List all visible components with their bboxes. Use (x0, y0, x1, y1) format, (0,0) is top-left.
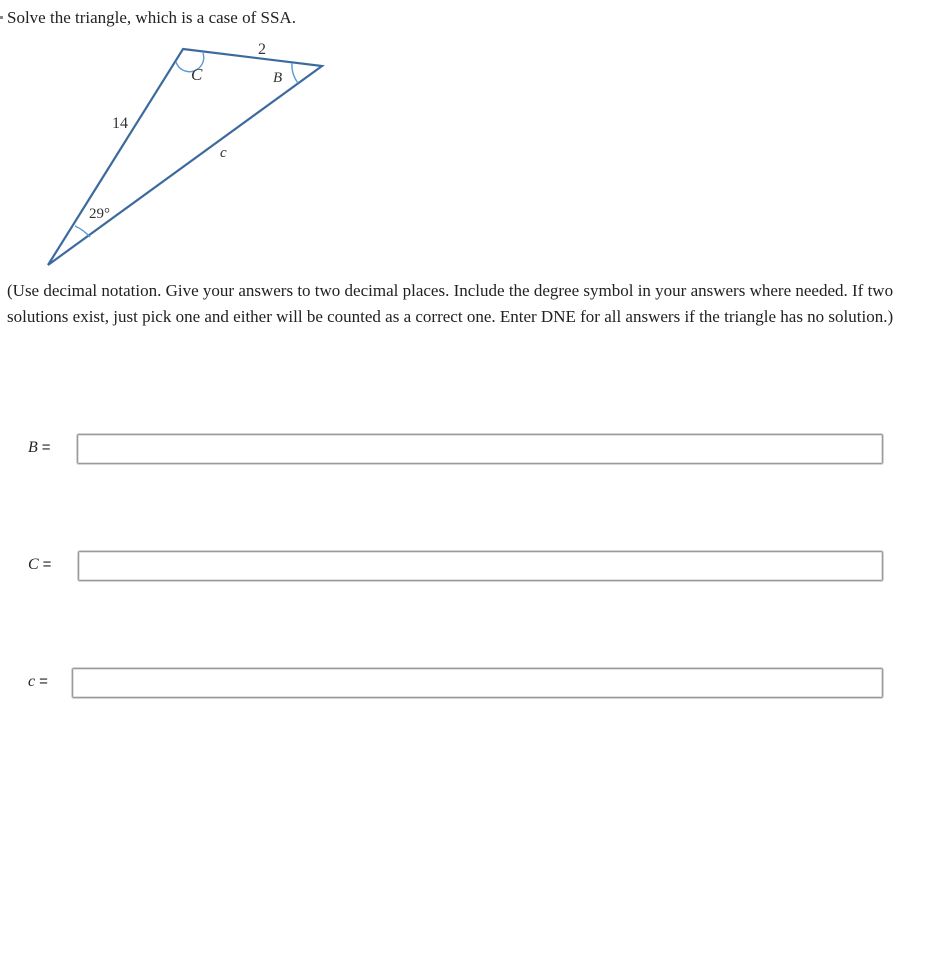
side-label-top: 2 (258, 41, 266, 58)
angle-label-29: 29° (89, 206, 110, 222)
side-c-input[interactable] (72, 668, 883, 698)
side-label-left: 14 (112, 115, 128, 132)
triangle-figure (0, 0, 340, 270)
angle-b-input[interactable] (77, 434, 883, 464)
variable-name: C (28, 556, 39, 573)
answer-row-angle-c (0, 551, 928, 583)
side-label-bottom: c (220, 145, 227, 161)
angle-label-b: B (273, 70, 283, 86)
angle-c-input[interactable] (78, 551, 883, 581)
angle-arc-29 (75, 226, 90, 237)
variable-name: c (28, 673, 36, 690)
answer-row-angle-b (0, 434, 928, 466)
question-text: Solve the triangle, which is a case of SSA. (7, 8, 296, 27)
angle-arc-b (292, 63, 298, 83)
equals-sign: = (42, 556, 52, 573)
equals-sign: = (39, 673, 48, 690)
instructions-text: (Use decimal notation. Give your answers to two decimal places. Include the degree symbol in your answers where needed. If two solutions exist, just pick one and either will be counted as a correct one. Enter DNE for all answers if the triangle has no solution.) (7, 281, 894, 326)
answer-label-angle-b (28, 439, 51, 457)
answer-label-angle-c (28, 556, 51, 574)
variable-name: B (28, 439, 38, 456)
angle-label-c: C (191, 65, 203, 84)
equals-sign: = (41, 439, 51, 456)
answer-label-side-c (28, 673, 48, 691)
answer-row-side-c (0, 668, 928, 700)
